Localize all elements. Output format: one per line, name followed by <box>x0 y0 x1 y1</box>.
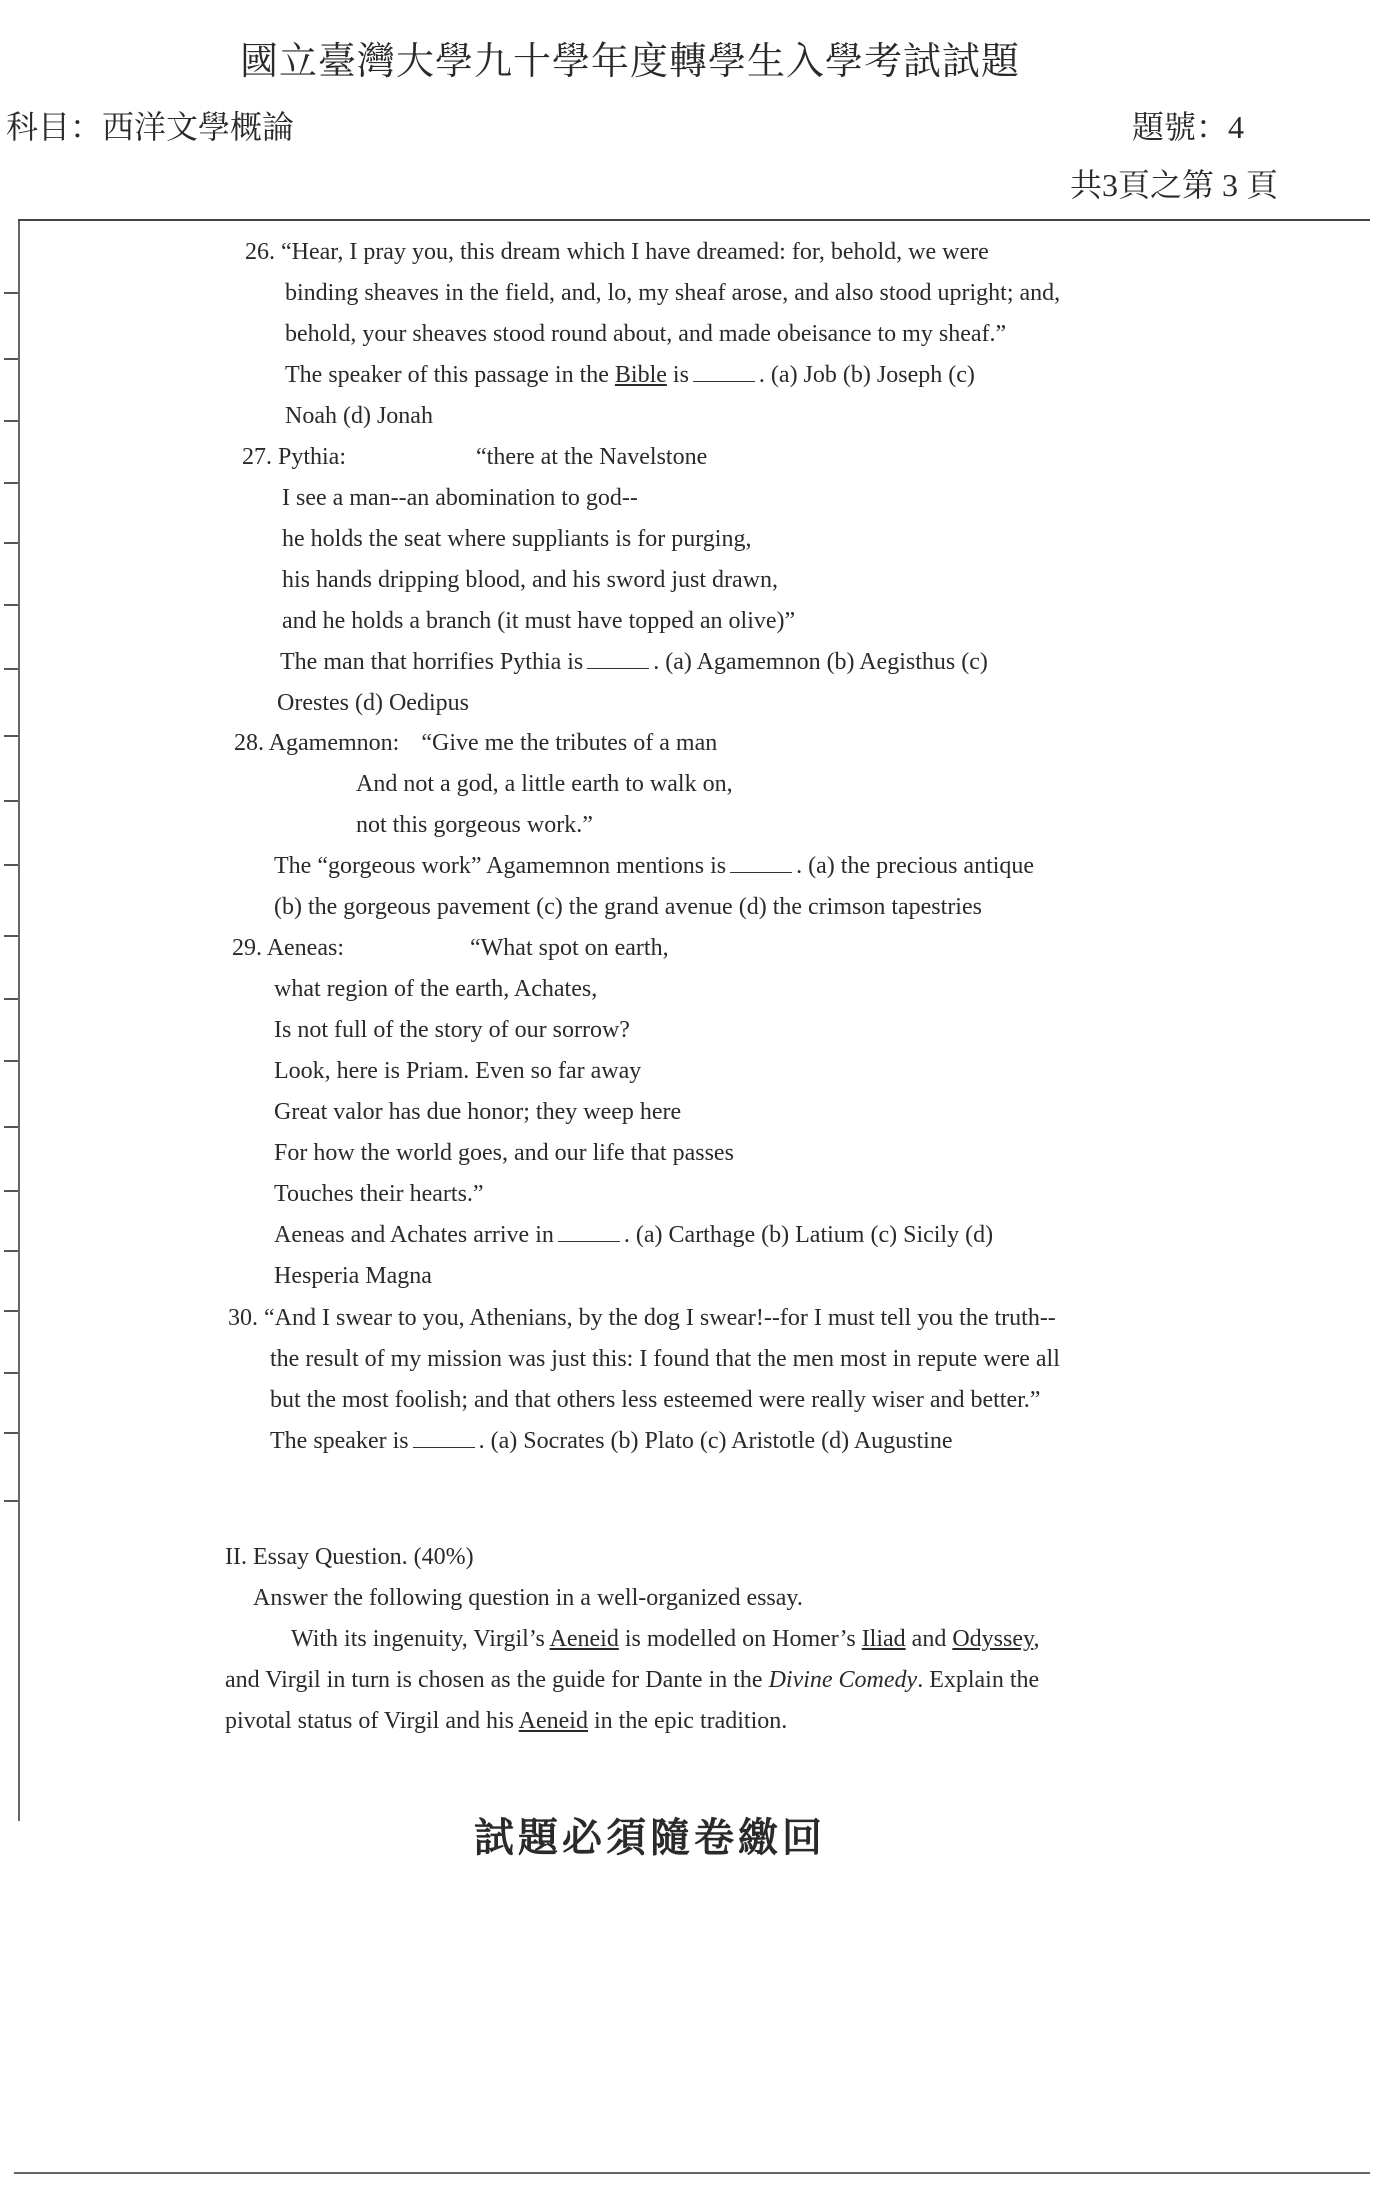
q26-line: behold, your sheaves stood round about, and made obeisance to my sheaf.” <box>285 321 1007 347</box>
margin-tick <box>4 1310 18 1312</box>
q30-line: but the most foolish; and that others less esteemed were really wiser and better.” <box>270 1387 1041 1413</box>
q29-line: Touches their hearts.” <box>274 1181 484 1207</box>
q26-options: . (a) Job (b) Joseph (c) <box>758 362 975 388</box>
q29-options: . (a) Carthage (b) Latium (c) Sicily (d) <box>623 1222 994 1248</box>
q30-options: . (a) Socrates (b) Plato (c) Aristotle (d) Augustine <box>478 1428 953 1454</box>
q27-line: he holds the seat where suppliants is for purging, <box>282 526 752 552</box>
bible-title: Bible <box>614 362 667 388</box>
q28-options: (b) the gorgeous pavement (c) the grand avenue (d) the crimson tapestries <box>274 894 982 920</box>
question-number-29: 29. <box>232 935 262 961</box>
q29-line: For how the world goes, and our life that passes <box>274 1140 734 1166</box>
answer-blank <box>558 1217 620 1242</box>
margin-tick <box>4 292 18 294</box>
q26-line: is <box>666 362 689 388</box>
essay-heading: II. Essay Question. (40%) <box>225 1544 474 1570</box>
q30-line: The speaker is <box>270 1428 409 1454</box>
subject-label: 科目：西洋文學概論 <box>6 109 295 145</box>
essay-section <box>225 1537 1039 1742</box>
divine-comedy-title: Divine Comedy <box>768 1667 918 1693</box>
return-notice: 試題必須隨卷繳回 <box>474 1815 826 1860</box>
essay-text: , <box>1033 1626 1040 1652</box>
q27-options: Orestes (d) Oedipus <box>277 690 469 716</box>
essay-instruction: Answer the following question in a well-organized essay. <box>253 1585 803 1611</box>
q28-line: “Give me the tributes of a man <box>421 730 718 756</box>
margin-tick <box>4 1250 18 1252</box>
q29-line: Aeneas and Achates arrive in <box>274 1222 554 1248</box>
q26-line: binding sheaves in the field, and, lo, my sheaf arose, and also stood upright; and, <box>285 280 1061 306</box>
exam-title: 國立臺灣大學九十學年度轉學生入學考試試題 <box>240 41 1021 83</box>
margin-tick <box>4 935 18 937</box>
margin-tick <box>4 1372 18 1374</box>
essay-text: and Virgil in turn is chosen as the guide for Dante in the <box>225 1667 769 1693</box>
margin-tick <box>4 1190 18 1192</box>
q27-line: his hands dripping blood, and his sword just drawn, <box>282 567 778 593</box>
question-30 <box>228 1298 1060 1462</box>
margin-tick <box>4 1432 18 1434</box>
q27-options: . (a) Agamemnon (b) Aegisthus (c) <box>653 649 988 675</box>
q27-speaker: Pythia: <box>278 444 347 470</box>
margin-tick <box>4 998 18 1000</box>
margin-tick <box>4 542 18 544</box>
margin-rule <box>18 221 20 1821</box>
q27-line: “there at the Navelstone <box>476 444 708 470</box>
question-28 <box>234 723 1034 928</box>
q29-options: Hesperia Magna <box>274 1263 432 1289</box>
q26-options: Noah (d) Jonah <box>285 403 433 429</box>
essay-text: and <box>905 1626 953 1652</box>
q27-line: and he holds a branch (it must have topped an olive)” <box>282 608 796 634</box>
question-number-27: 27. <box>242 444 272 470</box>
question-27 <box>242 437 988 724</box>
margin-tick <box>4 358 18 360</box>
aeneid-title: Aeneid <box>549 1626 619 1652</box>
q29-line: “What spot on earth, <box>469 935 669 961</box>
q30-line: “And I swear to you, Athenians, by the dog I swear!--for I must tell you the truth-- <box>264 1305 1056 1331</box>
q29-line: what region of the earth, Achates, <box>274 976 598 1002</box>
answer-blank <box>587 644 649 669</box>
margin-tick <box>4 735 18 737</box>
q28-speaker: Agamemnon: <box>268 730 400 756</box>
essay-text: pivotal status of Virgil and his <box>225 1708 519 1734</box>
margin-tick <box>4 482 18 484</box>
q29-speaker: Aeneas: <box>266 935 344 961</box>
q30-line: the result of my mission was just this: I found that the men most in repute were all <box>270 1346 1060 1372</box>
q29-line: Look, here is Priam. Even so far away <box>274 1058 642 1084</box>
question-number-30: 30. <box>228 1305 258 1331</box>
q28-line: The “gorgeous work” Agamemnon mentions is <box>274 853 727 879</box>
question-number: 題號：4 <box>1132 109 1245 145</box>
essay-text: is modelled on Homer’s <box>618 1626 862 1652</box>
q28-options: . (a) the precious antique <box>796 853 1035 879</box>
margin-tick <box>4 1060 18 1062</box>
question-number-26: 26. <box>245 239 275 265</box>
margin-tick <box>4 604 18 606</box>
odyssey-title: Odyssey <box>952 1626 1034 1652</box>
answer-blank <box>693 357 755 382</box>
margin-tick <box>4 1126 18 1128</box>
q29-line: Great valor has due honor; they weep here <box>274 1099 682 1125</box>
q26-line: “Hear, I pray you, this dream which I have dreamed: for, behold, we were <box>281 239 989 265</box>
essay-text: With its ingenuity, Virgil’s <box>291 1626 550 1652</box>
q28-line: And not a god, a little earth to walk on, <box>356 771 733 797</box>
essay-text: . Explain the <box>917 1667 1040 1693</box>
iliad-title: Iliad <box>861 1626 906 1652</box>
margin-tick <box>4 864 18 866</box>
essay-text: in the epic tradition. <box>587 1708 788 1734</box>
q28-line: not this gorgeous work.” <box>356 812 593 838</box>
q26-line: The speaker of this passage in the <box>285 362 615 388</box>
question-29 <box>232 928 993 1297</box>
aeneid-title: Aeneid <box>518 1708 588 1734</box>
q27-line: The man that horrifies Pythia is <box>280 649 584 675</box>
answer-blank <box>413 1423 475 1448</box>
question-number-28: 28. <box>234 730 264 756</box>
question-26 <box>245 232 1060 437</box>
q27-line: I see a man--an abomination to god-- <box>282 485 638 511</box>
margin-tick <box>4 800 18 802</box>
bottom-rule <box>14 2172 1370 2174</box>
page-count: 共3頁之第 3 頁 <box>1070 167 1279 203</box>
q29-line: Is not full of the story of our sorrow? <box>274 1017 630 1043</box>
margin-tick <box>4 420 18 422</box>
answer-blank <box>730 848 792 873</box>
margin-tick <box>4 1500 18 1502</box>
margin-tick <box>4 668 18 670</box>
header-rule <box>18 219 1370 221</box>
